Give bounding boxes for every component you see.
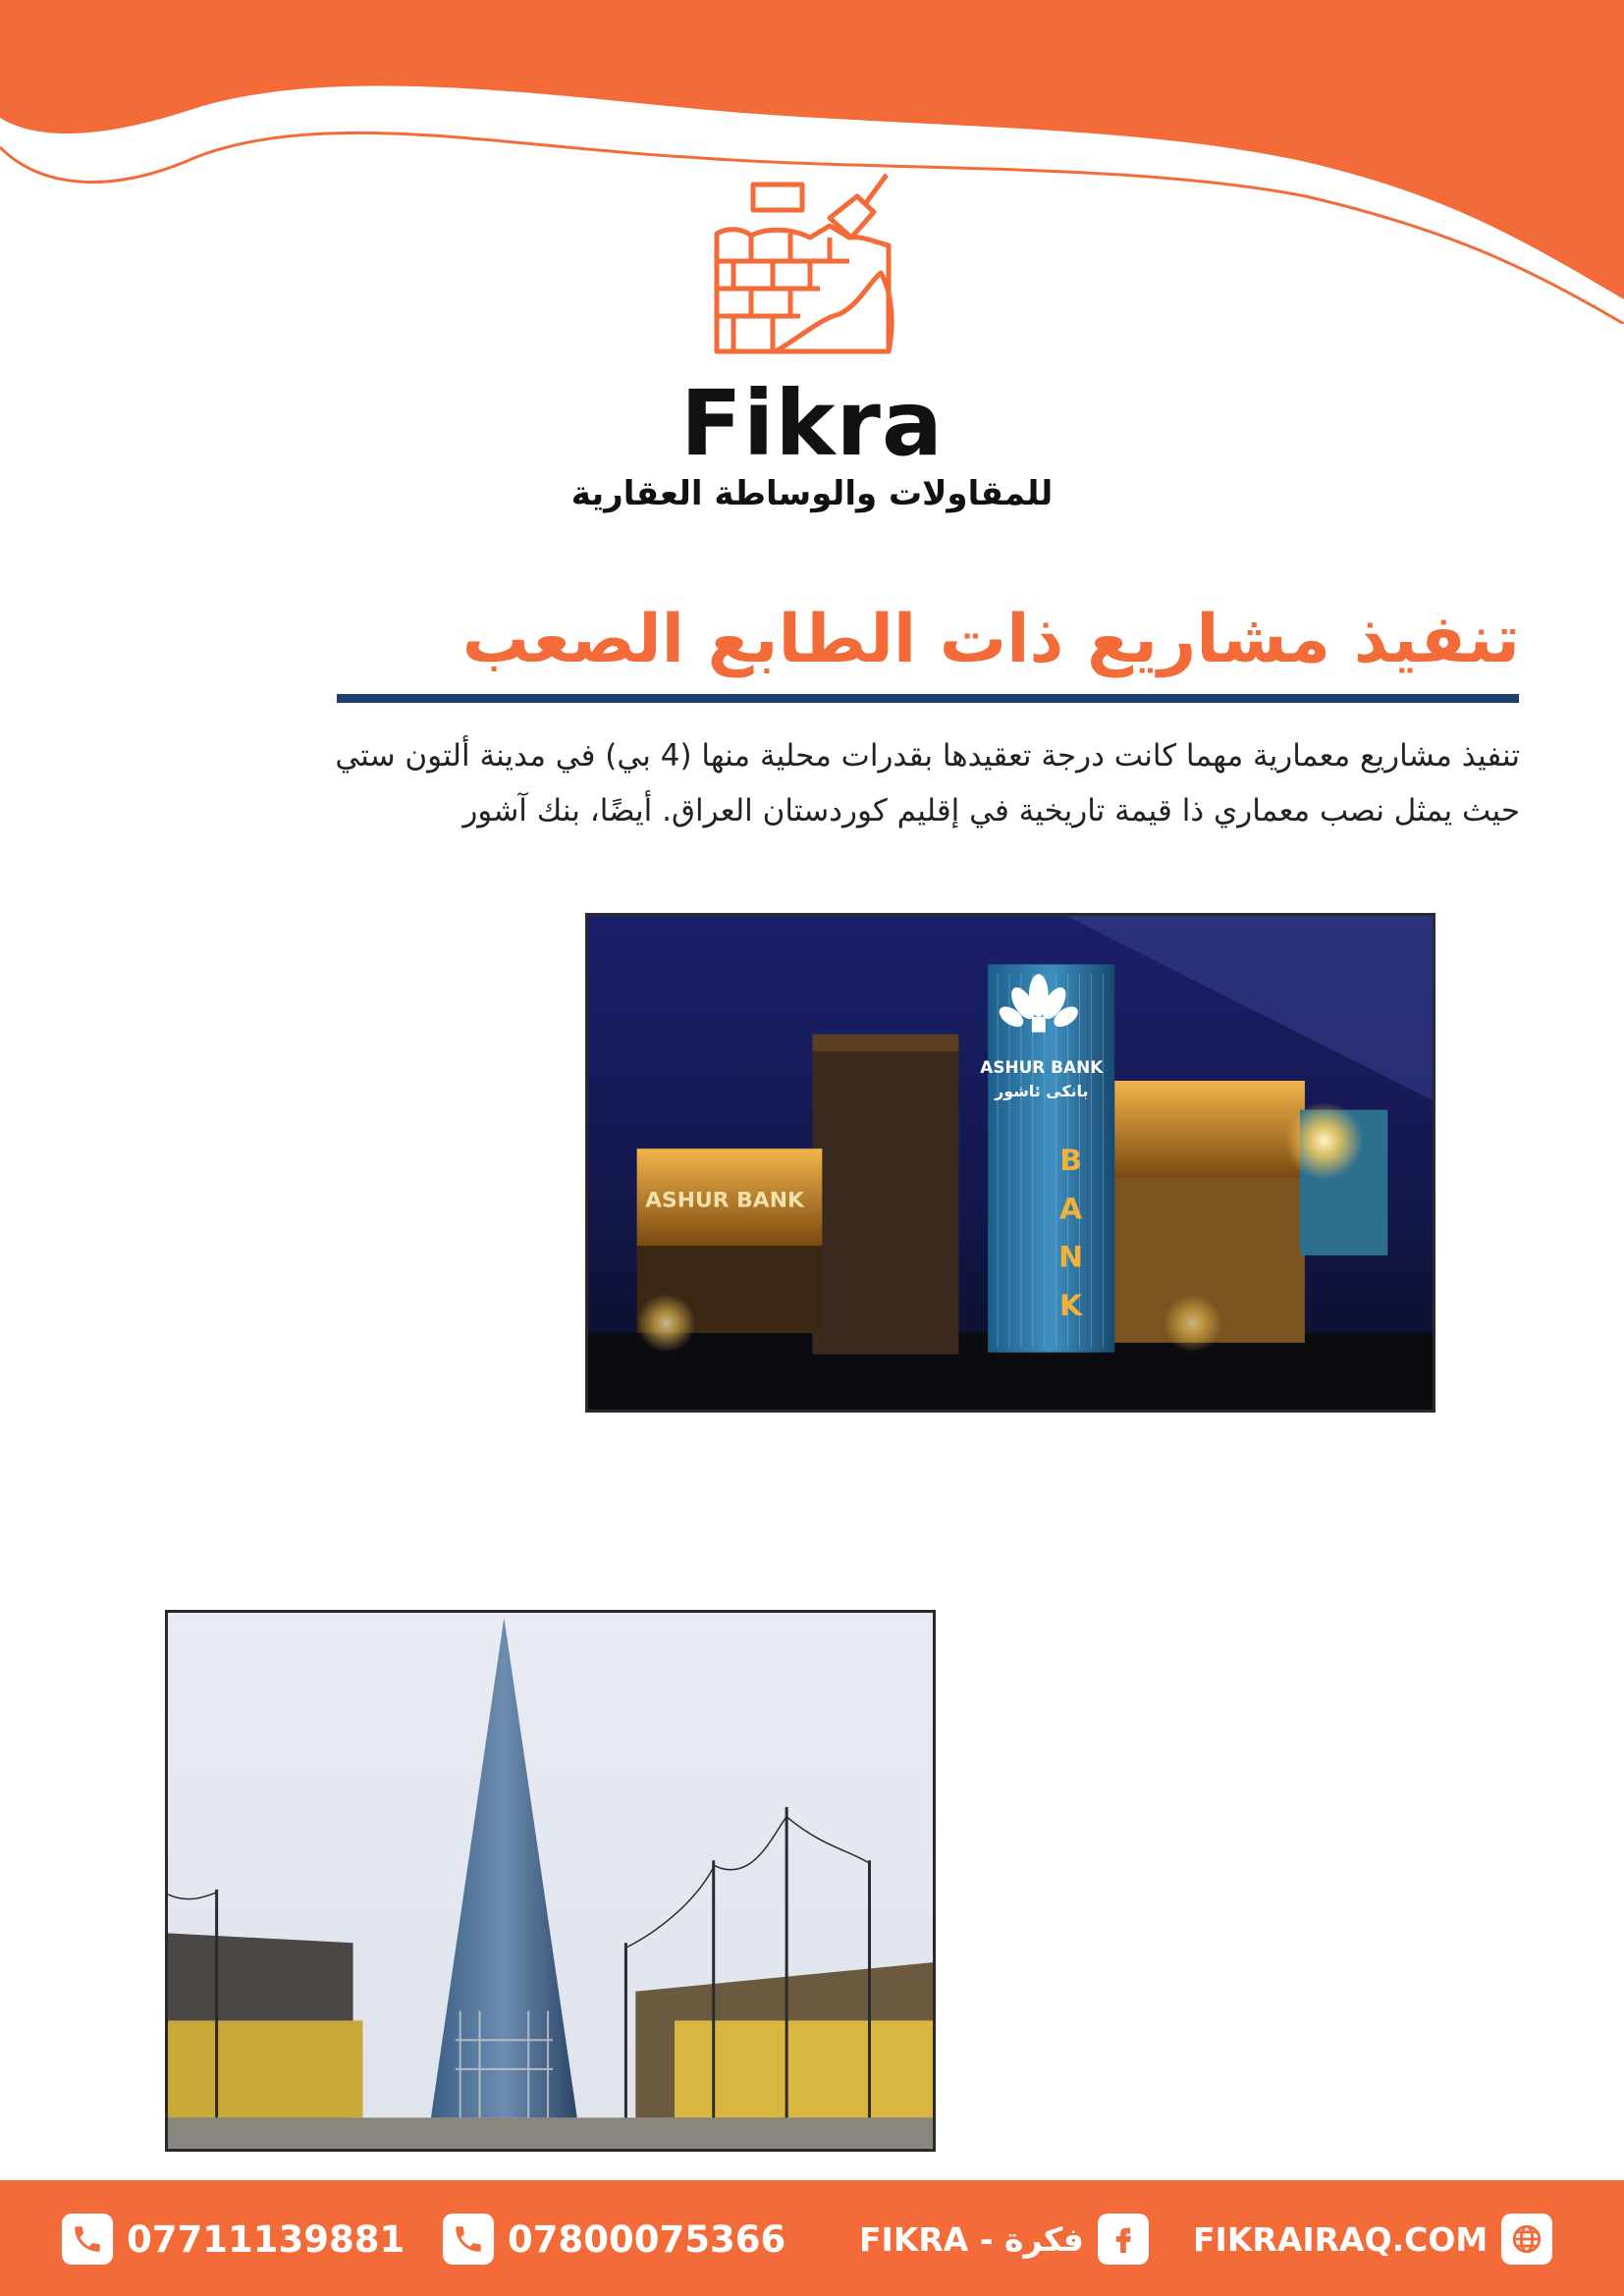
title-divider <box>337 694 1519 703</box>
facebook-icon <box>1098 2214 1149 2265</box>
bank-letter-k: K <box>1059 1289 1083 1324</box>
body-line-2: حيث يمثل نصب معماري ذا قيمة تاريخية في إقليم كوردستان العراق. أيضًا، بنك آشور <box>462 793 1520 828</box>
footer-bar <box>0 2180 1624 2296</box>
monument-photo <box>165 1610 936 2152</box>
footer-website[interactable] <box>1193 2214 1552 2265</box>
phone-icon <box>443 2214 494 2265</box>
brick-trowel-logo-icon <box>712 167 898 363</box>
footer-phone-1[interactable] <box>62 2214 405 2265</box>
bank-sign-en: ASHUR BANK <box>980 1057 1104 1078</box>
body-line-1: تنفيذ مشاريع معمارية مهما كانت درجة تعقيدها بقدرات محلية منها (4 بي) في مدينة ألتون ستي <box>335 738 1520 774</box>
facebook-text: FIKRA - فكرة <box>859 2219 1084 2259</box>
bank-sign-ar: بانكى ئاشور <box>995 1081 1089 1100</box>
bank-letter-n: N <box>1058 1240 1084 1275</box>
bank-side-sign: ASHUR BANK <box>645 1188 804 1213</box>
phone-1-text: 07711139881 <box>127 2217 406 2261</box>
bank-letter-a: A <box>1059 1192 1083 1227</box>
bank-letter-b: B <box>1059 1143 1082 1178</box>
section-title: تنفيذ مشاريع ذات الطابع الصعب <box>461 601 1520 678</box>
globe-icon <box>1501 2214 1552 2265</box>
brand-subtitle: للمقاولات والوساطة العقارية <box>570 474 1054 513</box>
phone-icon <box>62 2214 113 2265</box>
footer-facebook[interactable] <box>859 2214 1149 2265</box>
footer-phone-2[interactable] <box>443 2214 785 2265</box>
ashur-bank-photo <box>585 913 1435 1413</box>
phone-2-text: 07800075366 <box>508 2217 786 2261</box>
website-text: FIKRAIRAQ.COM <box>1193 2219 1489 2259</box>
section-body <box>126 728 1520 838</box>
brand-name: Fikra <box>679 371 945 476</box>
